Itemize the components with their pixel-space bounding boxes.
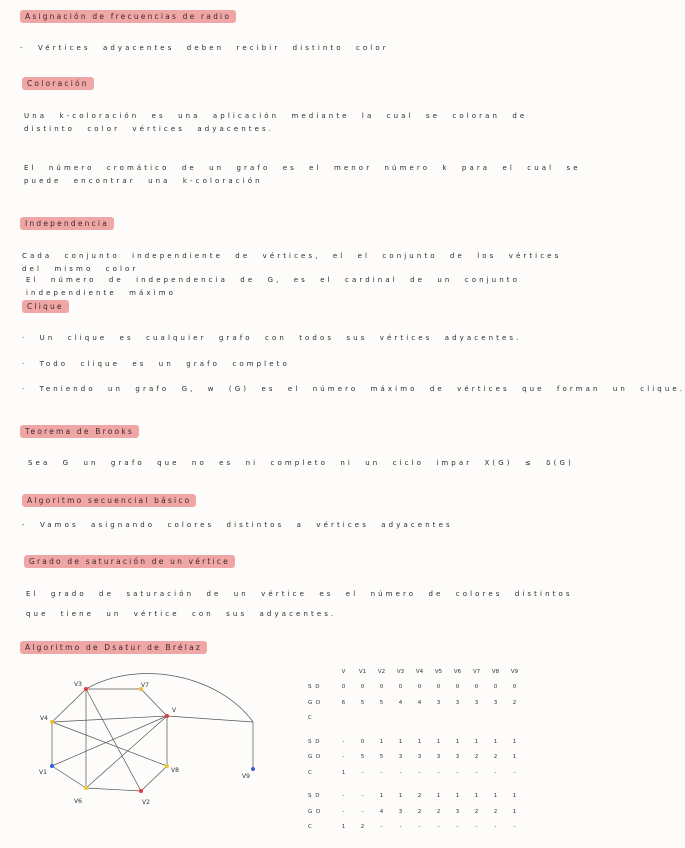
table-row: S D - 0 1 1 1 1 1 1 1 1: [308, 738, 517, 745]
clique-item-1: · Un clique es cualquier grafo con todos sus vértices adyacentes.: [22, 332, 522, 345]
graph-edge: [141, 766, 167, 791]
heading-clique: Clique: [22, 300, 69, 313]
independencia-p2: El número de independencia de G, es el cardinal de un conjunto independiente máximo: [26, 276, 520, 297]
graph-node-v6: [84, 786, 88, 790]
graph-edge: [52, 716, 167, 766]
graph-node-v8: [165, 764, 169, 768]
node-label-v3: V3: [74, 681, 82, 688]
intro-text: - Vértices adyacentes deben recibir distinto color: [20, 44, 389, 52]
heading-dsatur: Algoritmo de Dsatur de Brélaz: [20, 641, 207, 654]
heading-coloracion: Coloración: [22, 77, 94, 90]
graph-node-v: [165, 714, 169, 718]
node-label-v7: V7: [141, 682, 149, 689]
saturacion-p1: El grado de saturación de un vértice es el número de colores distintos que tiene un vértice con sus adyacentes.: [26, 590, 573, 618]
node-label-v: V: [172, 707, 177, 714]
dsatur-table: [308, 664, 524, 835]
clique-item-2: · Todo clique es un grafo completo: [22, 358, 290, 371]
coloracion-p1: Una k-coloración es una aplicación mediante la cual se coloran de distinto color vértices adyacentes.: [24, 112, 528, 133]
graph-edge: [167, 716, 253, 722]
node-label-v9: V9: [242, 773, 250, 780]
table-header-row: V V1 V2 V3 V4 V5 V6 V7 V8 V9: [341, 668, 519, 675]
table-row: G D - - 4 3 2 2 3 2 2 1: [308, 808, 517, 815]
graph-node-v3: [84, 687, 88, 691]
graph-node-v9: [251, 767, 255, 771]
graph-edge: [52, 722, 167, 766]
heading-independencia: Independencia: [20, 217, 114, 230]
node-label-v4: V4: [40, 715, 48, 722]
node-label-v1: V1: [39, 769, 47, 776]
secuencial-p1: - Vamos asignando colores distintos a vértices adyacentes: [22, 521, 453, 529]
graph-edge: [52, 716, 167, 722]
independencia-p1: Cada conjunto independiente de vértices, el el conjunto de los vértices del mismo color: [22, 252, 562, 273]
node-label-v6: V6: [74, 798, 82, 805]
graph-node-v2: [139, 789, 143, 793]
graph-nodes: [50, 687, 255, 793]
graph-edge: [86, 788, 141, 791]
graph-edge: [52, 689, 86, 722]
coloracion-p2: El número cromático de un grafo es el menor número k para el cual se puede encontrar una k-coloración: [24, 164, 581, 185]
heading-secuencial: Algoritmo secuencial básico: [22, 494, 196, 507]
table-row: S D 0 0 0 0 0 0 0 0 0 0: [308, 684, 517, 691]
heading-brooks: Teorema de Brooks: [20, 425, 139, 438]
brooks-p1: Sea G un grafo que no es ni completo ni un ciclo impar X(G) ≤ δ(G): [28, 459, 574, 467]
heading-saturacion: Grado de saturación de un vértice: [24, 555, 235, 568]
table-row: S D - - 1 1 2 1 1 1 1 1: [308, 793, 517, 800]
clique-item-3: · Teniendo un grafo G, w (G) es el número máximo de vértices que forman un clique.: [22, 383, 685, 396]
table-row: C 1 - - - - - - - - -: [308, 769, 516, 776]
dsatur-graph: [20, 666, 290, 816]
table-row: G D - 5 5 3 3 3 3 2 2 1: [308, 754, 517, 761]
table-row: C: [308, 715, 313, 722]
graph-edge: [86, 674, 253, 722]
table-row: C 1 2 - - - - - - - -: [308, 824, 516, 831]
page-title: Asignación de frecuencias de radio: [20, 10, 236, 23]
graph-edge: [141, 689, 167, 716]
graph-edge: [86, 689, 141, 791]
node-label-v8: V8: [171, 767, 179, 774]
graph-edge: [52, 766, 86, 788]
graph-node-v4: [50, 720, 54, 724]
table-row: G D 6 5 5 4 4 3 3 3 3 2: [308, 699, 517, 706]
graph-node-v1: [50, 764, 54, 768]
node-label-v2: V2: [142, 799, 150, 806]
